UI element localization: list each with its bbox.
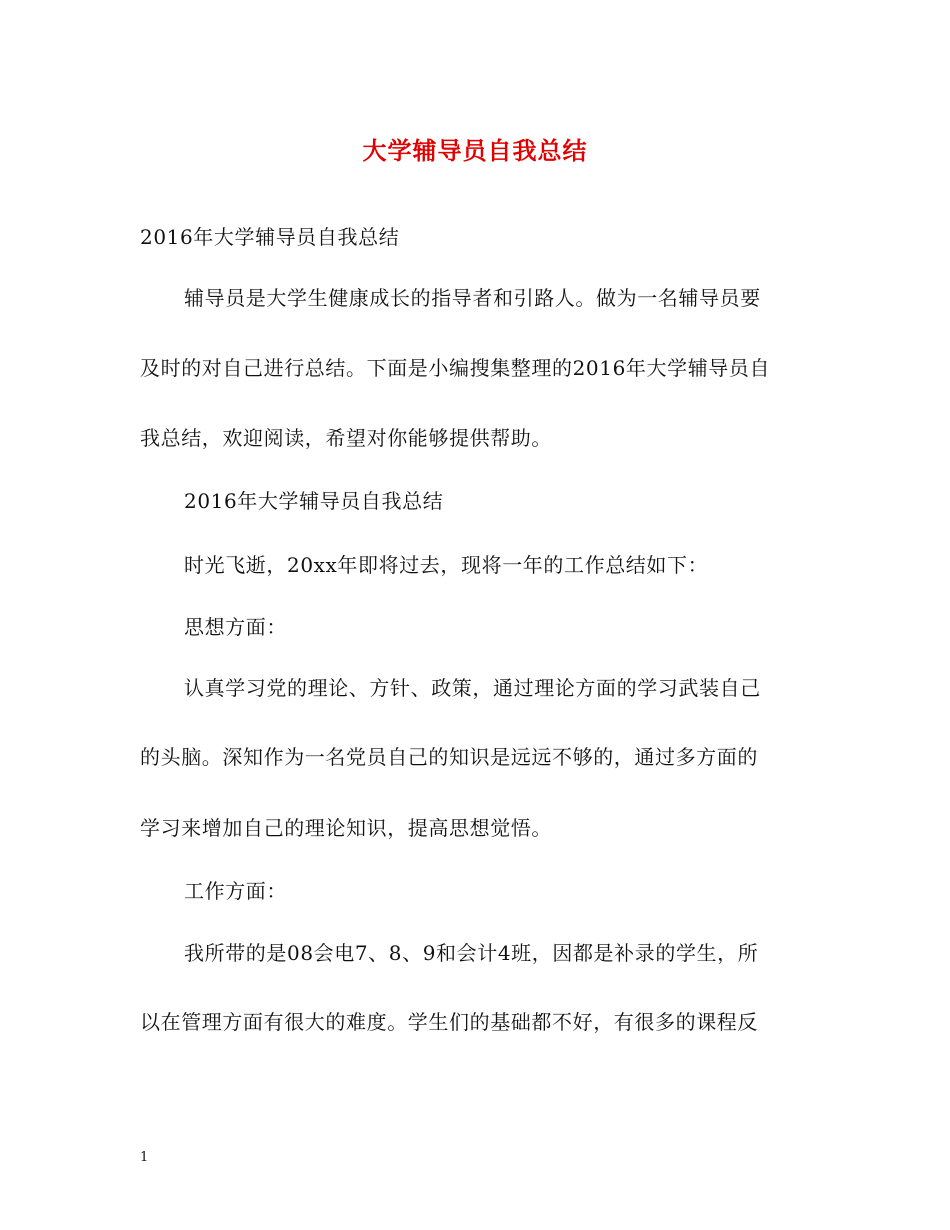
body-line-7: 思想方面： bbox=[184, 615, 287, 639]
body-line-8: 认真学习党的理论、方针、政策，通过理论方面的学习武装自己 bbox=[184, 676, 761, 700]
body-line-6: 时光飞逝，20xx年即将过去，现将一年的工作总结如下： bbox=[184, 553, 709, 577]
body-line-9: 的头脑。深知作为一名党员自己的知识是远远不够的，通过多方面的 bbox=[140, 745, 758, 769]
body-line-3: 及时的对自己进行总结。下面是小编搜集整理的2016年大学辅导员自 bbox=[140, 356, 771, 380]
page-number: 1 bbox=[140, 1150, 149, 1165]
body-line-13: 以在管理方面有很大的难度。学生们的基础都不好，有很多的课程反 bbox=[140, 1010, 758, 1034]
body-line-5: 2016年大学辅导员自我总结 bbox=[184, 489, 444, 513]
document-title: 大学辅导员自我总结 bbox=[362, 136, 588, 165]
body-line-11: 工作方面： bbox=[184, 879, 287, 903]
body-line-1: 2016年大学辅导员自我总结 bbox=[140, 225, 400, 249]
body-line-4: 我总结，欢迎阅读，希望对你能够提供帮助。 bbox=[140, 426, 552, 450]
body-line-12: 我所带的是08会电7、8、9和会计4班，因都是补录的学生，所 bbox=[184, 941, 759, 965]
body-line-2: 辅导员是大学生健康成长的指导者和引路人。做为一名辅导员要 bbox=[184, 286, 761, 310]
body-line-10: 学习来增加自己的理论知识，提高思想觉悟。 bbox=[140, 816, 552, 840]
